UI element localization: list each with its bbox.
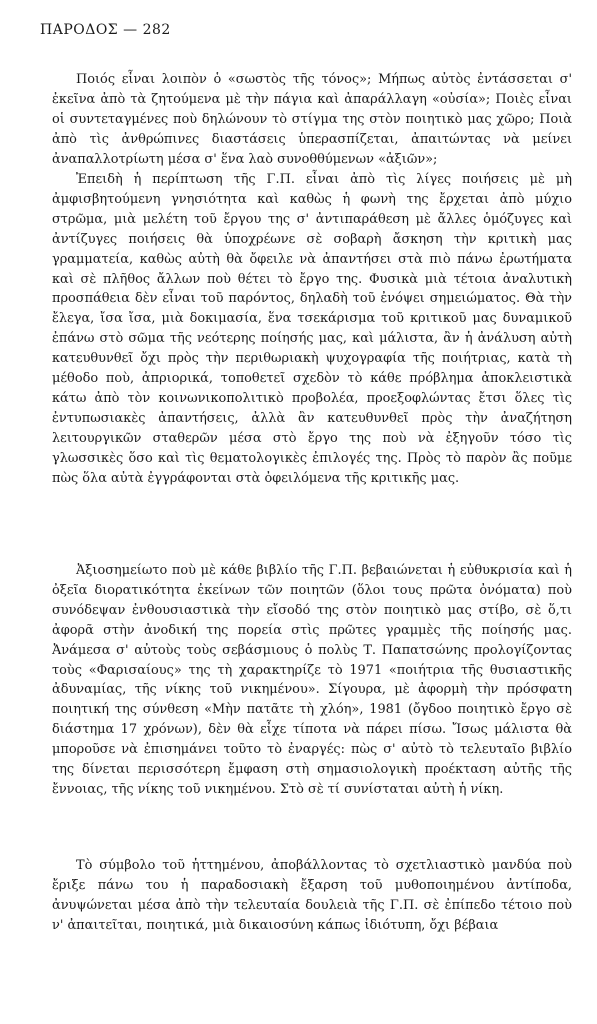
paragraph-4 — [52, 856, 572, 936]
running-header: ΠΑΡΟΔΟΣ — 282 — [40, 22, 171, 38]
paragraph-text: Ἐπειδὴ ἡ περίπτωση τῆς Γ.Π. εἶναι ἀπὸ τὶς λίγες ποιήσεις μὲ μὴ ἀμφισβητούμενη γνησιότητα καὶ καθὼς ἡ φωνὴ της ἔρχεται ἀπὸ μύχιο στρῶμα, μιὰ μελέτη τοῦ ἔργου της σ' ἀντιπαράθεση μὲ ἄλλες ὁμόζυγες καὶ ἀντίζυγες ποιήσεις θὰ ὑποχρέωνε σὲ σοβαρὴ ἄσκηση τὴν κριτικὴ μας γραμματεία, καθὼς αὐτὴ θὰ ὄφειλε νὰ ἀπαντήσει στὰ πιὸ πάνω ἐρωτήματα καὶ σὲ πλῆθος ἄλλων ποὺ θέτει τὸ ἔργο της. Φυσικὰ μιὰ τέτοια ἀναλυτικὴ προσπάθεια δὲν εἶναι τοῦ παρόντος, δηλαδὴ τοῦ ἐνόψει σημειώματος. Θὰ τὴν ἔλεγα, ἴσα ἴσα, μιὰ δοκιμασία, ἕνα τσεκάρισμα τοῦ κριτικοῦ μας δυναμικοῦ ἐπάνω στὸ σῶμα τῆς νεότερης ποίησής μας, καὶ μάλιστα, ἂν ἡ ἀνάλυση αὐτὴ κατευθυνθεῖ ὄχι πρὸς τὴν περιθωριακὴ ψυχογραφία τῆς ποιήτριας, κατὰ τὴ μέθοδο ποὺ, ἀπριορικά, τοποθετεῖ σχεδὸν τὸ κάθε πρόβλημα ἀποκλειστικὰ κάτω ἀπὸ τὸν κοινωνικοπολιτικὸ προβολέα, προεξοφλώντας ἔτσι ὅλες τὶς ἐντυπωσιακὲς ἀπαντήσεις, ἀλλὰ ἂν κατευθυνθεῖ πρὸς τὴν ἀναζήτηση λειτουργικῶν σταθερῶν μέσα στὸ ἔργο της ποὺ νὰ ἐξηγοῦν τόσο τὶς γλωσσικὲς ὅσο καὶ τὶς θεματολογικὲς ἐπιλογές της. Πρὸς τὸ παρὸν ἂς ποῦμε πὼς ὅλα αὐτὰ ἐγγράφονται στὰ ὀφειλόμενα τῆς κριτικῆς μας. — [52, 172, 572, 486]
paragraph-text: Τὸ σύμβολο τοῦ ἡττημένου, ἀποβάλλοντας τὸ σχετλιαστικὸ μανδύα ποὺ ἔριξε πάνω του ἡ παραδοσιακὴ ἔξαρση τοῦ μυθοποιημένου ἀντίποδα, ἀνυψώνεται μέσα ἀπὸ τὴν τελευταία δουλειὰ τῆς Γ.Π. σὲ ἐπίπεδο τέτοιο ποὺ ν' ἀπαιτεῖται, ποιητικά, μιὰ δικαιοσύνη κάπως ἰδιότυπη, ὄχι βέβαια — [52, 858, 572, 933]
paragraph-2 — [52, 170, 572, 489]
paragraph-text: Ποιός εἶναι λοιπὸν ὁ «σωστὸς τῆς τόνος»; Μήπως αὐτὸς ἐντάσσεται σ' ἐκεῖνα ἀπὸ τὰ ζητούμενα μὲ τὴν πάγια καὶ ἀπαράλλαγη «οὐσία»; Ποιὲς εἶναι οἱ συντεταγμένες ποὺ δηλώνουν τὸ στίγμα της στὸν ποιητικὸ μας χῶρο; Ποιὰ ἀπὸ τὶς ἀνθρώπινες διαστάσεις ὑπερασπίζεται, ἀπαιτώντας νὰ μείνει ἀναπαλλοτρίωτη μέσα σ' ἕνα λαὸ συνοθθύμενων «ἀξιῶν»; — [52, 72, 572, 167]
paragraph-1 — [52, 70, 572, 170]
paragraph-3 — [52, 561, 572, 800]
paragraph-text: Ἀξιοσημείωτο ποὺ μὲ κάθε βιβλίο τῆς Γ.Π. βεβαιώνεται ἡ εὐθυκρισία καὶ ἡ ὀξεῖα διορατικότητα ἐκείνων τῶν ποιητῶν (ὅλοι τους πρῶτα ὀνόματα) ποὺ συνόδεψαν ἐνθουσιαστικὰ τὴν εἴσοδό της στὸν ποιητικὸ μας στίβο, σὲ ὅ,τι ἀφορᾶ στὴν ἀνοδική της πορεία στὶς πρῶτες γραμμὲς τῆς ποίησής μας. Ἀνάμεσα σ' αὐτοὺς τοὺς σεβάσμιους ὁ πολὺς Τ. Παπατσώνης προλογίζοντας τοὺς «Φαρισαίους» της τὴ χαρακτηρίζε τὸ 1971 «ποιήτρια τῆς θυσιαστικῆς ἀδυναμίας, τῆς νίκης τοῦ νικημένου». Σίγουρα, μὲ ἀφορμὴ τὴν πρόσφατη ποιητική της σύνθεση «Μὴν πατᾶτε τὴ χλόη», 1981 (ὄγδοο ποιητικὸ ἔργο σὲ διάστημα 17 χρόνων), δὲν θὰ εἶχε τίποτα νὰ πάρει πίσω. Ἴσως μάλιστα θὰ μποροῦσε νὰ ἐπισημάνει τοῦτο τὸ ἐναργές: πὼς σ' αὐτὸ τὸ τελευταῖο βιβλίο της δίνεται περισσότερη ἔμφαση στὴ σημασιολογικὴ προέκταση αὐτῆς τῆς ἔννοιας, τῆς νίκης τοῦ νικημένου. Στὸ σὲ τί συνίσταται αὐτὴ ἡ νίκη. — [52, 563, 572, 797]
